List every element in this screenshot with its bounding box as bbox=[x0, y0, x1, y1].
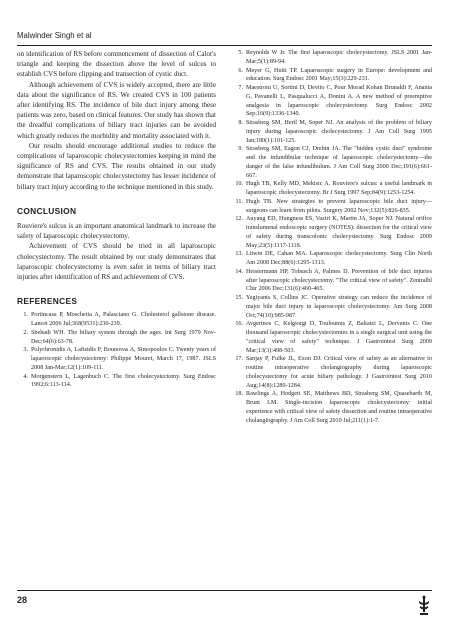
conclusion-heading: CONCLUSION bbox=[17, 205, 77, 216]
body-paragraph: Rouviere's sulcus is an important anatomical landmark to increase the safety of laparoscopic cholecystectomy. bbox=[17, 222, 216, 241]
reference-item bbox=[232, 145, 432, 180]
reference-item bbox=[232, 119, 432, 145]
reference-item bbox=[232, 198, 432, 216]
reference-text: Reynolds W Jr. The first laparoscopic cholecystectomy. JSLS 2001 Jan-Mar;5(1):89-94. bbox=[246, 50, 432, 65]
body-paragraph: Achievement of CVS should be tried in all laparoscopic cholecystectomy. The result obtained by our study demonstrates that laparoscopic cholecystectomy is even safer in terms of biliary tract injuries after identification of RS and achievement of CVS. bbox=[17, 242, 216, 282]
reference-number: 16. bbox=[235, 321, 243, 328]
reference-number: 14. bbox=[235, 268, 243, 275]
reference-number: 3. bbox=[23, 347, 28, 354]
reference-number: 7. bbox=[238, 85, 243, 91]
reference-item bbox=[232, 84, 432, 119]
reference-item bbox=[232, 250, 432, 268]
reference-number: 1. bbox=[23, 312, 28, 319]
reference-text: Strasberg SM, Eagon CJ, Drebin JA. The "hidden cystic duct" syndrome and the infundibular technique of laparoscopic cholecystectomy—the danger of the false infundibulum. J Am Coll Surg 2000 Dec;191(6):661-667. bbox=[246, 146, 432, 179]
reference-text: Avgerinos C, Kelgiorgi D, Touloumis Z, Baltatzi L, Dervenis C. One thousand laparoscopic cholecystectomies in a single surgical unit using the "critical view of safety" technique. J Gastrointest Surg 2009 Mar;13(3):498-503. bbox=[246, 321, 432, 354]
reference-text: Yegiyants S, Collins JC. Operative strategy can reduce the incidence of major bile duct injury in laparoscopic cholecystectomy. Am Surg 2008 Oct;74(10):985-987. bbox=[246, 295, 432, 319]
publisher-logo-icon bbox=[417, 594, 431, 616]
reference-item bbox=[232, 180, 432, 198]
reference-number: 8. bbox=[238, 120, 243, 126]
reference-item bbox=[17, 346, 216, 372]
reference-list bbox=[232, 49, 432, 425]
header-rule bbox=[17, 45, 432, 46]
reference-text: Portincasa P, Moschetta A, Palasciano G. Cholesterol gallstone disease. Lancet 2006 Jul;368(9531):230-239. bbox=[31, 312, 216, 328]
reference-text: Meyer G, Hutti TP. Laparoscopic surgery in Europe: development and education. Surg Endosc 2001 May;15(3):229-231. bbox=[246, 67, 432, 83]
reference-item bbox=[17, 329, 216, 347]
reference-number: 15. bbox=[235, 295, 243, 301]
body-paragraph: Although achievement of CVS is widely accepted, there are little data about the significance of RS. We created CVS in 100 patients after identifying RS. The incidence of bile duct injury among these patients was zero, based on clinical features. Our study has shown that the dreadful complications of biliary tract injuries can be avoided which greatly reduces the morbidity and mortality associated with it. bbox=[17, 80, 216, 140]
footer-rule bbox=[17, 590, 432, 591]
running-head-author: Malwinder Singh et al bbox=[17, 31, 92, 40]
reference-text: Strasberg SM, Hertl M, Soper NJ. An analysis of the problem of biliary injury during laparoscopic cholecystectomy. J Am Coll Surg 1995 Jan;180(1):101-125. bbox=[246, 120, 432, 144]
reference-item bbox=[232, 215, 432, 250]
reference-number: 17. bbox=[235, 356, 243, 363]
reference-item bbox=[232, 390, 432, 425]
reference-text: Rawlings A, Hodgett SE, Matthews BD, Strasberg SM, Quasebarth M, Brunt LM. Single-incision laparoscopic cholecystectomy: initial experience with critical view of safety dissection and routine intraoperative cholangiography. J Am Coll Surg 2010 Jul;211(1):1-7. bbox=[246, 391, 432, 424]
reference-text: Hugh TB, Kelly MD, Mekisic A. Rouviere's sulcus: a useful landmark in laparoscopic cholecystectomy. Br J Surg 1997 Sep;84(9):1253-1254. bbox=[246, 181, 432, 196]
reference-text: Maestroni U, Sortini D, Devito C, Pour Morad Kohan Brunaldi F, Anania G, Pavanelli L, Pasqualucci A, Donini A. A new method of preemptive analgesia in laparoscopic cholecystectomy. Surg Endosc 2002 Sep;16(9):1336-1340. bbox=[246, 85, 432, 118]
references-heading: REFERENCES bbox=[17, 296, 78, 307]
reference-text: Litwin DE, Cahan MA. Laparoscopic cholecystectomy. Surg Clin North Am 2008 Dec;88(6):1295-1313. bbox=[246, 251, 432, 266]
reference-text: Heistermann HP, Tobusch A, Palmes D. Prevention of bile duct injuries after laparoscopic cholecystectomy. "The critical view of safety". Zentralbl Chir 2006 Dec;131(6):460-465. bbox=[246, 268, 432, 293]
reference-number: 13. bbox=[235, 251, 243, 258]
left-column bbox=[17, 49, 216, 390]
reference-number: 2. bbox=[23, 329, 28, 336]
reference-number: 4. bbox=[23, 373, 28, 380]
reference-item bbox=[17, 311, 216, 329]
body-paragraph: on identification of RS before commencement of dissection of Calot's triangle and keeping the dissection above the level of sulcus to establish CVS before clipping and transection of cystic duct. bbox=[17, 50, 216, 79]
reference-text: Hugh TB. New strategies to prevent laparoscopic bile duct injury—surgeons can learn from pilots. Surgery 2002 Nov;132(5):826-835. bbox=[246, 198, 432, 214]
reference-text: Auyang ED, Hungness ES, Vaziri K, Martin JA, Soper NJ. Natural orifice translumenal endoscopic surgery (NOTES): dissection for the critical view of safety during transcolonic cholecystectomy. Surg Endosc 2009 May;23(5):1117-1118. bbox=[246, 216, 432, 249]
reference-item bbox=[17, 373, 216, 391]
reference-item bbox=[232, 49, 432, 67]
reference-number: 9. bbox=[238, 146, 243, 153]
body-paragraph: Our results should encourage additional studies to reduce the complications of laparoscopic cholecystectomies keeping in mind the significance of RS and CVS. The results obtained in our study demonstrate that laparoscopic cholecystectomy has lesser incidence of biliary tract injury according to the technique mentioned in this study. bbox=[17, 141, 216, 191]
reference-item bbox=[232, 294, 432, 320]
reference-text: Shehadi WH. The biliary system through the ages. Int Surg 1979 Nov-Dec;64(6):63-78. bbox=[31, 329, 216, 345]
reference-text: Sanjay P, Fulke JL, Exon DJ. Critical view of safety as an alternative to routine intraoperative cholangiography during laparoscopic cholecystectomy for acute biliary pathology. J Gastrointest Surg 2010 Aug;14(8):1280-1284. bbox=[246, 356, 432, 389]
reference-text: Polychronidis A, Laftsidis P, Bounovas A, Simopoulos C. Twenty years of laparoscopic cholecystectomy: Philippe Mouret, March 17, 1987. JSLS 2008 Jan-Mar;12(1):109-111. bbox=[31, 347, 216, 371]
reference-item bbox=[232, 67, 432, 85]
reference-item bbox=[232, 320, 432, 355]
right-column bbox=[232, 49, 432, 425]
reference-item bbox=[232, 268, 432, 294]
reference-number: 18. bbox=[235, 391, 243, 398]
reference-number: 5. bbox=[238, 50, 243, 56]
reference-number: 6. bbox=[238, 67, 243, 74]
reference-list bbox=[17, 311, 216, 390]
reference-number: 10. bbox=[235, 181, 243, 188]
reference-text: Morgenstern L, Lagenbuch C. The first cholecystectomy. Surg Endosc 1992;6:113-114. bbox=[31, 373, 216, 389]
reference-item bbox=[232, 355, 432, 390]
reference-number: 12. bbox=[235, 216, 243, 223]
page-number: 28 bbox=[17, 595, 28, 605]
reference-number: 11. bbox=[235, 198, 243, 205]
